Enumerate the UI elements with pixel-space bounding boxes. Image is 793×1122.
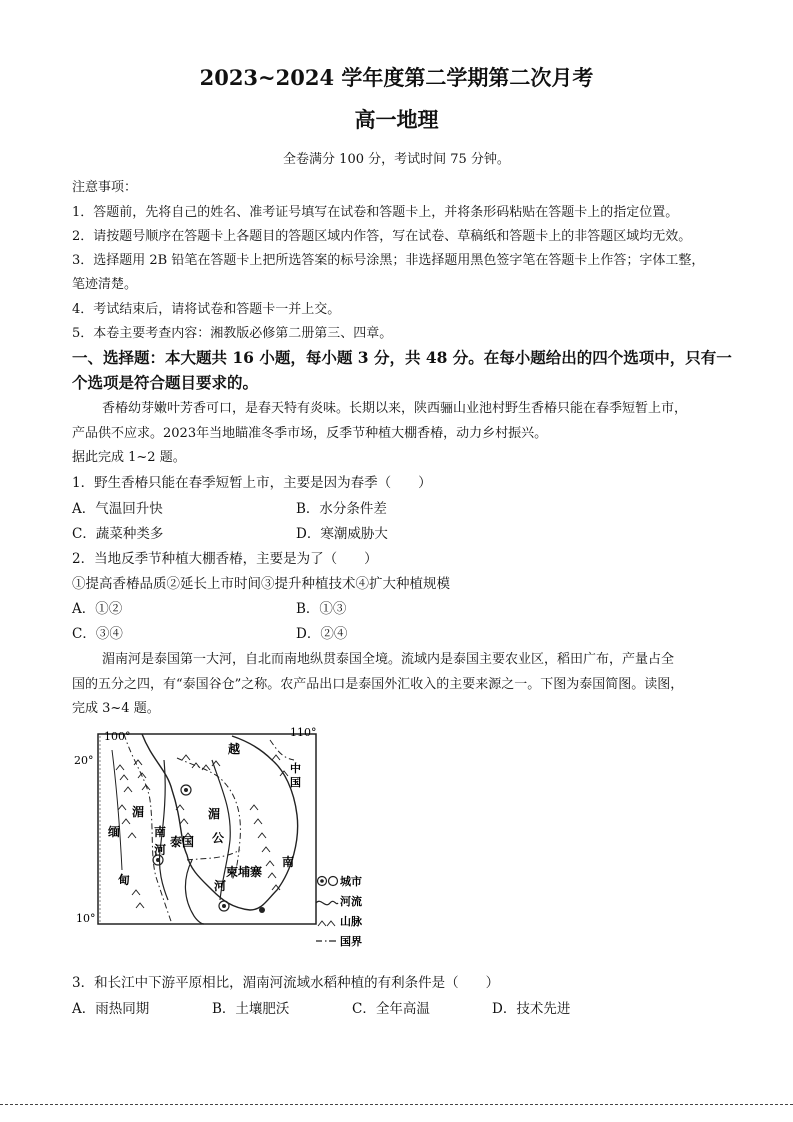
exam-info: 全卷满分 100 分，考试时间 75 分钟。 [283, 152, 510, 167]
thailand-map [72, 720, 372, 958]
note-item-3-cont: 笔迹清楚。 [72, 277, 138, 292]
note-item-4: 4．考试结束后，请将试卷和答题卡一并上交。 [72, 302, 341, 317]
mountain-marks [116, 755, 288, 908]
subject-title: 高一地理 [354, 107, 439, 132]
q2-option-d: D．②④ [296, 626, 348, 642]
q2-option-c: C．③④ [72, 626, 123, 642]
label-mei: 湄 [208, 807, 221, 821]
q2-items: ①提高香椿品质②延长上市时间③提升种植技术④扩大种植规模 [72, 576, 450, 592]
passage1-line1: 香椿幼芽嫩叶芳香可口，是春天特有炎味。长期以来，陕西骊山业池村野生香椿只能在春季短暂上市， [102, 401, 688, 416]
note-item-2: 2．请按题号顺序在答题卡上各题目的答题区域内作答，写在试卷、草稿纸和答题卡上的非答题区域均无效。 [72, 229, 692, 244]
label-gong: 公 [212, 831, 225, 845]
legend-mountain: 山脉 [340, 915, 362, 928]
map-legend [316, 874, 363, 948]
label-taiguo: 泰国 [170, 835, 195, 849]
q2-option-a: A．①② [72, 601, 123, 617]
passage1-line3: 据此完成 1~2 题。 [72, 450, 186, 465]
section-heading-cont: 个选项是符合题目要求的。 [72, 373, 259, 392]
q3-option-b: B．土壤肥沃 [212, 1001, 290, 1017]
label-menam-nan: 南 [154, 825, 167, 839]
map-frame [98, 734, 316, 924]
label-nan: 南 [282, 855, 295, 869]
q2-stem: 2．当地反季节种植大棚香椿，主要是为了（ ） [72, 551, 378, 567]
q1-option-b: B．水分条件差 [296, 501, 387, 517]
legend-river: 河流 [340, 895, 362, 908]
q1-option-a: A．气温回升快 [72, 501, 163, 517]
label-zhongguo-1: 中 [290, 762, 301, 775]
notes-heading: 注意事项： [72, 180, 138, 195]
q3-stem: 3．和长江中下游平原相比，湄南河流域水稻种植的有利条件是（ ） [72, 975, 500, 991]
passage2-line2: 国的五分之四，有“泰国谷仓”之称。农产品出口是泰国外汇收入的主要来源之一。下图为泰国简图。读图， [72, 677, 684, 692]
q2-option-b: B．①③ [296, 601, 347, 617]
label-zhongguo-2: 国 [290, 776, 301, 789]
passage1-line2: 产品供不应求。2023年当地瞄准冬季市场，反季节种植大棚香椿，动力乡村振兴。 [72, 426, 548, 441]
section-heading: 一、选择题：本大题共 16 小题，每小题 3 分，共 48 分。在每小题给出的四个选项中，只有一 [72, 348, 732, 367]
passage2-line3: 完成 3~4 题。 [72, 701, 160, 716]
label-he: 河 [214, 879, 227, 893]
lon-label-100: 100° [104, 730, 131, 743]
label-dian: 甸 [118, 873, 131, 887]
label-mian: 缅 [108, 825, 121, 839]
city-markers [153, 785, 265, 913]
q1-option-c: C．蔬菜种类多 [72, 526, 164, 542]
label-menam-mei: 湄 [132, 805, 145, 819]
lat-label-10: 10° [76, 912, 96, 925]
page-bottom-divider [0, 1104, 793, 1105]
note-item-3: 3．选择题用 2B 铅笔在答题卡上把所选答案的标号涂黑；非选择题用黑色签字笔在答题卡上作答；字体工整， [72, 253, 705, 268]
exam-title: 2023~2024 学年度第二学期第二次月考 [199, 65, 594, 90]
label-yue: 越 [228, 742, 241, 756]
q3-option-d: D．技术先进 [492, 1001, 571, 1017]
q1-stem: 1．野生香椿只能在春季短暂上市，主要是因为春季（ ） [72, 475, 432, 491]
q1-option-d: D．寒潮威胁大 [296, 526, 388, 542]
lat-label-20: 20° [74, 754, 94, 767]
passage2-line1: 湄南河是泰国第一大河，自北而南地纵贯泰国全境。流域内是泰国主要农业区，稻田广布，产量占全 [102, 652, 675, 667]
q3-option-c: C．全年高温 [352, 1001, 430, 1017]
legend-border: 国界 [340, 935, 362, 948]
label-menam-he: 河 [154, 843, 167, 857]
note-item-5: 5．本卷主要考查内容：湘教版必修第二册第三、四章。 [72, 326, 393, 341]
q3-option-a: A．雨热同期 [72, 1001, 150, 1017]
legend-city: 城市 [340, 875, 362, 888]
note-item-1: 1．答题前，先将自己的姓名、准考证号填写在试卷和答题卡上，并将条形码粘贴在答题卡上的指定位置。 [72, 205, 679, 220]
lon-label-110: 110° [290, 726, 317, 739]
label-jianpuzhai: 柬埔寨 [226, 865, 263, 879]
